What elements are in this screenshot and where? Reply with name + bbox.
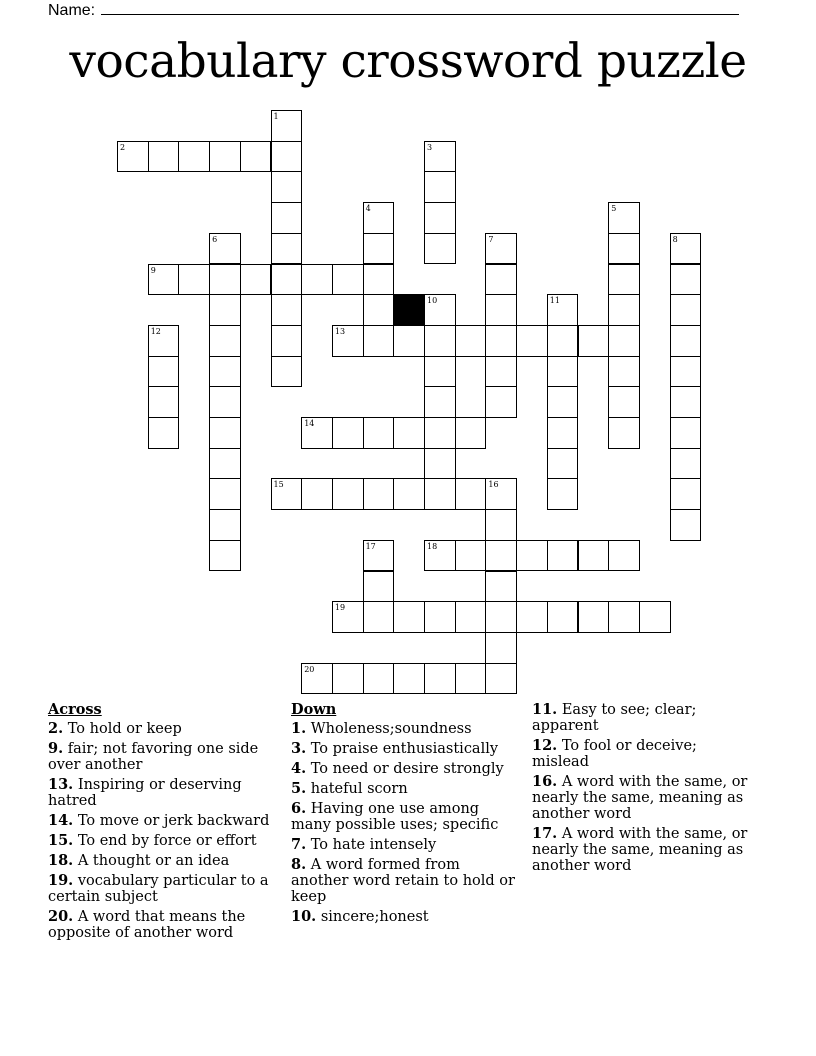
grid-cell[interactable] xyxy=(271,264,303,296)
grid-cell[interactable] xyxy=(209,478,241,510)
clue-number: 11 xyxy=(549,296,560,306)
grid-cell[interactable] xyxy=(485,540,517,572)
grid-cell[interactable] xyxy=(516,601,548,633)
grid-cell[interactable] xyxy=(271,110,303,142)
grid-cell[interactable] xyxy=(670,478,702,510)
grid-cell[interactable] xyxy=(148,386,180,418)
grid-cell[interactable] xyxy=(301,264,333,296)
grid-cell[interactable] xyxy=(424,233,456,265)
grid-cell[interactable] xyxy=(670,233,702,265)
down-clues-continued xyxy=(532,702,754,878)
clue-across-13: 13. Inspiring or deserving hatred xyxy=(48,776,242,809)
grid-cell[interactable] xyxy=(547,448,579,480)
grid-cell[interactable] xyxy=(393,417,425,449)
grid-cell[interactable] xyxy=(178,141,210,173)
grid-cell[interactable] xyxy=(209,386,241,418)
grid-cell[interactable] xyxy=(424,601,456,633)
grid-cell[interactable] xyxy=(670,448,702,480)
grid-cell[interactable] xyxy=(209,294,241,326)
grid-cell[interactable] xyxy=(608,417,640,449)
grid-cell[interactable] xyxy=(393,478,425,510)
clue-number: 13 xyxy=(334,326,346,336)
grid-cell[interactable] xyxy=(547,601,579,633)
grid-cell[interactable] xyxy=(209,356,241,388)
grid-cell[interactable] xyxy=(516,540,548,572)
clue-number: 5 xyxy=(611,204,617,214)
grid-cell[interactable] xyxy=(424,540,456,572)
clue-number: 9 xyxy=(150,265,156,275)
grid-cell[interactable] xyxy=(485,601,517,633)
grid-cell[interactable] xyxy=(178,264,210,296)
grid-cell[interactable] xyxy=(209,141,241,173)
grid-cell[interactable] xyxy=(608,540,640,572)
grid-cell[interactable] xyxy=(670,356,702,388)
clue-number: 6 xyxy=(212,234,218,244)
grid-cell[interactable] xyxy=(547,478,579,510)
grid-cell[interactable] xyxy=(455,417,487,449)
grid-cell[interactable] xyxy=(363,663,395,695)
grid-cell[interactable] xyxy=(271,233,303,265)
grid-cell[interactable] xyxy=(455,478,487,510)
grid-cell[interactable] xyxy=(578,325,610,357)
clue-across-18: 18. A thought or an idea xyxy=(48,852,230,869)
clue-number: 4 xyxy=(365,204,371,214)
grid-cell[interactable] xyxy=(363,571,395,603)
grid-cell[interactable] xyxy=(424,448,456,480)
clue-number: 20 xyxy=(304,664,315,674)
grid-cell[interactable] xyxy=(424,417,456,449)
clue-down-11: 11. Easy to see; clear; apparent xyxy=(532,701,697,734)
grid-cell[interactable] xyxy=(424,141,456,173)
grid-cell[interactable] xyxy=(608,601,640,633)
grid-cell[interactable] xyxy=(424,171,456,203)
grid-cell[interactable] xyxy=(455,663,487,695)
grid-cell[interactable] xyxy=(363,540,395,572)
grid-cell[interactable] xyxy=(670,264,702,296)
grid-cell[interactable] xyxy=(670,509,702,541)
grid-cell[interactable] xyxy=(209,448,241,480)
clue-number: 8 xyxy=(672,234,678,244)
grid-cell[interactable] xyxy=(148,417,180,449)
grid-cell[interactable] xyxy=(608,386,640,418)
across-heading: Across xyxy=(48,701,102,718)
grid-cell[interactable] xyxy=(485,509,517,541)
grid-cell[interactable] xyxy=(363,417,395,449)
grid-cell[interactable] xyxy=(578,601,610,633)
grid-cell[interactable] xyxy=(240,264,272,296)
grid-cell[interactable] xyxy=(608,233,640,265)
page-title: vocabulary crossword puzzle xyxy=(69,34,747,89)
across-clues xyxy=(48,702,276,945)
grid-cell[interactable] xyxy=(455,601,487,633)
grid-cell[interactable] xyxy=(301,417,333,449)
clue-number: 2 xyxy=(120,142,126,152)
grid-cell[interactable] xyxy=(670,417,702,449)
grid-cell[interactable] xyxy=(455,540,487,572)
grid-cell[interactable] xyxy=(424,325,456,357)
clue-across-9: 9. fair; not favoring one side over another xyxy=(48,740,259,773)
clue-across-15: 15. To end by force or effort xyxy=(48,832,257,849)
grid-cell[interactable] xyxy=(608,264,640,296)
clue-number: 16 xyxy=(488,480,499,490)
clue-down-12: 12. To fool or deceive; mislead xyxy=(532,737,697,770)
grid-cell[interactable] xyxy=(148,141,180,173)
grid-cell[interactable] xyxy=(363,325,395,357)
grid-cell[interactable] xyxy=(608,356,640,388)
clue-number: 15 xyxy=(273,480,284,490)
clue-across-14: 14. To move or jerk backward xyxy=(48,812,270,829)
grid-cell[interactable] xyxy=(209,417,241,449)
grid-cell[interactable] xyxy=(578,540,610,572)
grid-cell[interactable] xyxy=(209,509,241,541)
grid-cell[interactable] xyxy=(547,540,579,572)
grid-cell[interactable] xyxy=(424,663,456,695)
grid-cell[interactable] xyxy=(271,202,303,234)
grid-cell[interactable] xyxy=(608,325,640,357)
clue-number: 14 xyxy=(304,419,315,428)
grid-cell[interactable] xyxy=(148,325,180,357)
grid-cell[interactable] xyxy=(209,540,241,572)
grid-cell[interactable] xyxy=(363,601,395,633)
grid-cell[interactable] xyxy=(240,141,272,173)
clue-down-1: 1. Wholeness;soundness xyxy=(291,720,472,737)
grid-cell[interactable] xyxy=(424,356,456,388)
grid-cell[interactable] xyxy=(455,325,487,357)
grid-cell[interactable] xyxy=(485,478,517,510)
clue-number: 17 xyxy=(365,541,376,551)
grid-cell[interactable] xyxy=(485,663,517,695)
grid-cell[interactable] xyxy=(670,386,702,418)
clue-down-7: 7. To hate intensely xyxy=(291,836,437,853)
clue-down-3: 3. To praise enthusiastically xyxy=(291,740,499,757)
grid-cell[interactable] xyxy=(547,386,579,418)
grid-cell[interactable] xyxy=(148,264,180,296)
grid-cell[interactable] xyxy=(271,141,303,173)
grid-cell[interactable] xyxy=(547,325,579,357)
grid-cell[interactable] xyxy=(608,202,640,234)
clue-number: 1 xyxy=(273,112,279,121)
grid-cell[interactable] xyxy=(332,417,364,449)
clue-down-10: 10. sincere;honest xyxy=(291,908,429,925)
grid-cell[interactable] xyxy=(639,601,671,633)
grid-cell[interactable] xyxy=(271,356,303,388)
grid-cell[interactable] xyxy=(424,202,456,234)
grid-cell[interactable] xyxy=(363,202,395,234)
grid-cell[interactable] xyxy=(332,663,364,695)
name-field[interactable] xyxy=(48,0,739,20)
grid-cell[interactable] xyxy=(332,601,364,633)
grid-cell[interactable] xyxy=(485,264,517,296)
grid-cell[interactable] xyxy=(271,478,303,510)
grid-cell[interactable] xyxy=(424,294,456,326)
grid-cell[interactable] xyxy=(424,386,456,418)
clue-across-20: 20. A word that means the opposite of another word xyxy=(48,908,246,941)
grid-cell[interactable] xyxy=(485,571,517,603)
clue-down-5: 5. hateful scorn xyxy=(291,780,408,797)
grid-cell[interactable] xyxy=(393,601,425,633)
clue-down-6: 6. Having one use among many possible uses; specific xyxy=(291,800,499,833)
clue-down-4: 4. To need or desire strongly xyxy=(291,760,504,777)
grid-cell[interactable] xyxy=(148,356,180,388)
grid-cell[interactable] xyxy=(363,233,395,265)
grid-cell[interactable] xyxy=(271,325,303,357)
grid-cell[interactable] xyxy=(485,386,517,418)
grid-cell[interactable] xyxy=(271,294,303,326)
clue-number: 3 xyxy=(427,142,433,152)
down-clues xyxy=(291,702,521,929)
grid-cell[interactable] xyxy=(332,325,364,357)
grid-cell[interactable] xyxy=(363,294,395,326)
clue-down-8: 8. A word formed from another word retain to hold or keep xyxy=(291,856,515,905)
grid-cell[interactable] xyxy=(363,264,395,296)
name-label: Name: xyxy=(48,2,96,19)
grid-cell[interactable] xyxy=(271,171,303,203)
grid-cell[interactable] xyxy=(547,294,579,326)
clue-number: 7 xyxy=(488,234,494,244)
clue-number: 12 xyxy=(150,326,161,336)
clue-number: 10 xyxy=(427,296,438,306)
grid-cell[interactable] xyxy=(301,663,333,695)
clue-number: 19 xyxy=(334,603,346,613)
grid-cell[interactable] xyxy=(332,478,364,510)
grid-cell[interactable] xyxy=(424,478,456,510)
clue-across-19: 19. vocabulary particular to a certain subject xyxy=(48,872,269,905)
grid-cell[interactable] xyxy=(516,325,548,357)
grid-cell[interactable] xyxy=(547,417,579,449)
grid-cell[interactable] xyxy=(117,141,149,173)
grid-cell[interactable] xyxy=(485,632,517,664)
grid-cell[interactable] xyxy=(670,325,702,357)
grid-cell[interactable] xyxy=(301,478,333,510)
grid-cell[interactable] xyxy=(393,663,425,695)
name-line[interactable] xyxy=(101,0,739,15)
clue-down-17: 17. A word with the same, or nearly the same, meaning as another word xyxy=(532,825,748,874)
grid-cell[interactable] xyxy=(670,294,702,326)
clue-number: 18 xyxy=(427,541,438,551)
grid-cell[interactable] xyxy=(393,325,425,357)
grid-cell[interactable] xyxy=(547,356,579,388)
clue-across-2: 2. To hold or keep xyxy=(48,720,182,737)
grid-cell[interactable] xyxy=(209,233,241,265)
grid-cell[interactable] xyxy=(363,478,395,510)
grid-cell[interactable] xyxy=(332,264,364,296)
grid-cell[interactable] xyxy=(485,325,517,357)
grid-cell[interactable] xyxy=(209,264,241,296)
grid-cell[interactable] xyxy=(608,294,640,326)
grid-block xyxy=(393,294,425,326)
down-heading: Down xyxy=(291,701,337,718)
grid-cell[interactable] xyxy=(485,294,517,326)
grid-cell[interactable] xyxy=(209,325,241,357)
grid-cell[interactable] xyxy=(485,233,517,265)
grid-cell[interactable] xyxy=(485,356,517,388)
clue-down-16: 16. A word with the same, or nearly the same, meaning as another word xyxy=(532,773,748,822)
